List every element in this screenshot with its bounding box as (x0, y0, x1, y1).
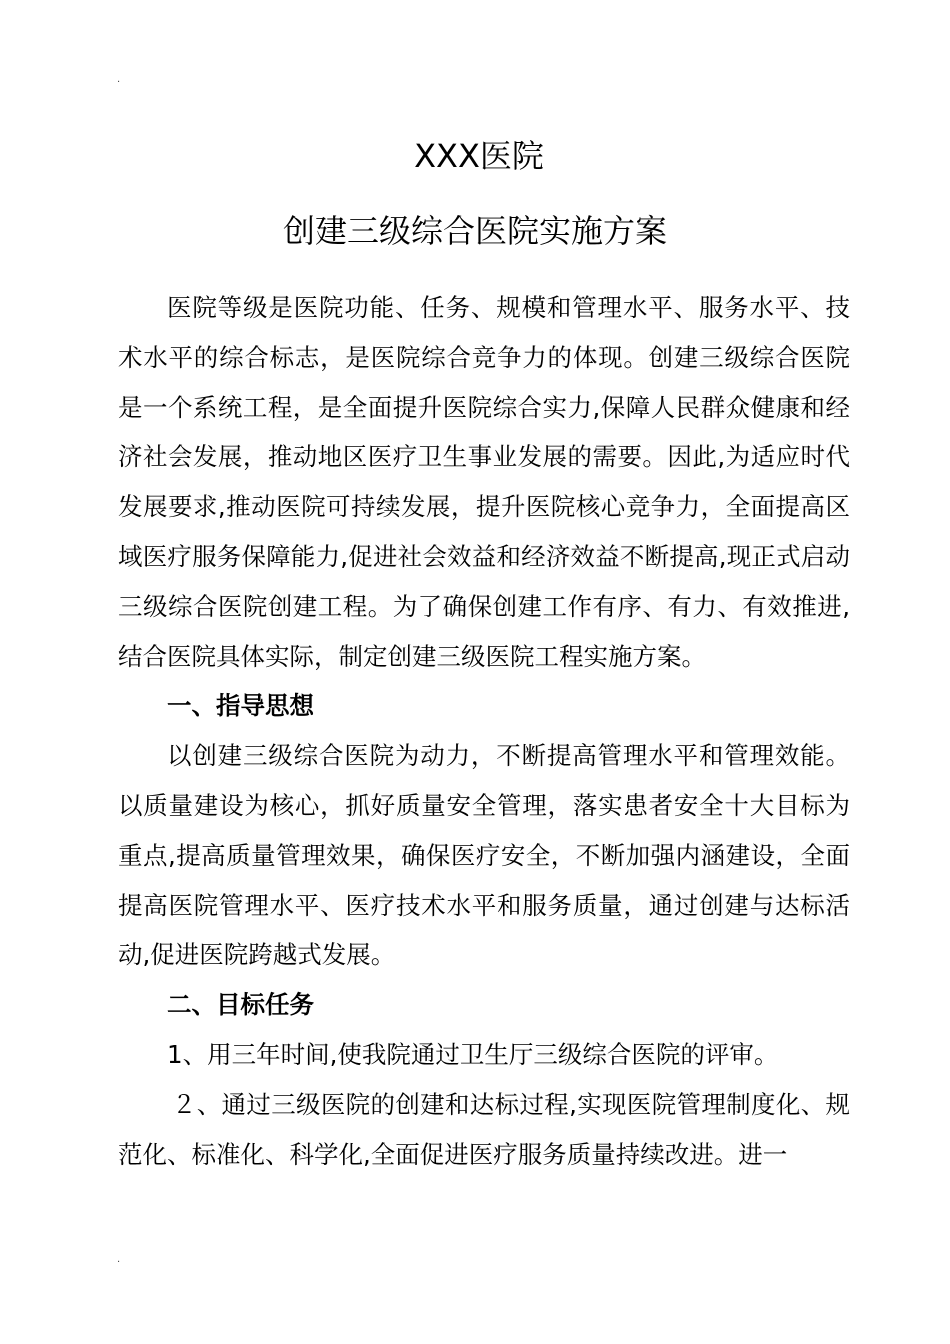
goal-item-2: ２、通过三级医院的创建和达标过程,实现医院管理制度化、规范化、标准化、科学化,全面促进医疗服务质量持续改进。进一 (118, 1089, 850, 1169)
document-title-plan: 创建三级综合医院实施方案 (282, 212, 667, 250)
intro-paragraph: 医院等级是医院功能、任务、规模和管理水平、服务水平、技术水平的综合标志，是医院综合竞争力的体现。创建三级综合医院是一个系统工程，是全面提升医院综合实力,保障人民群众健康和经济社会发展，推动地区医疗卫生事业发展的需要。因此,为适应时代发展要求,推动医院可持续发展，提升医院核心竞争力，全面提高区域医疗服务保障能力,促进社会效益和经济效益不断提高,现正式启动三级综合医院创建工程。为了确保创建工作有序、有力、有效推进,结合医院具体实际，制定创建三级医院工程实施方案。 (118, 293, 850, 671)
document-title-hospital: XXX医院 (414, 137, 544, 175)
goal-item-1: 1、用三年时间,使我院通过卫生厅三级综合医院的评审。 (167, 1039, 779, 1069)
section-heading-guiding-ideology: 一、指导思想 (167, 691, 314, 721)
document-body (118, 283, 850, 1179)
page-mark-bottom: . (117, 1254, 121, 1265)
guiding-ideology-paragraph: 以创建三级综合医院为动力，不断提高管理水平和管理效能。以质量建设为核心，抓好质量安全管理，落实患者安全十大目标为重点,提高质量管理效果，确保医疗安全，不断加强内涵建设，全面提高医院管理水平、医疗技术水平和服务质量，通过创建与达标活动,促进医院跨越式发展。 (118, 741, 850, 970)
section-heading-goals: 二、目标任务 (167, 990, 314, 1020)
page-mark-top: . (117, 74, 121, 85)
